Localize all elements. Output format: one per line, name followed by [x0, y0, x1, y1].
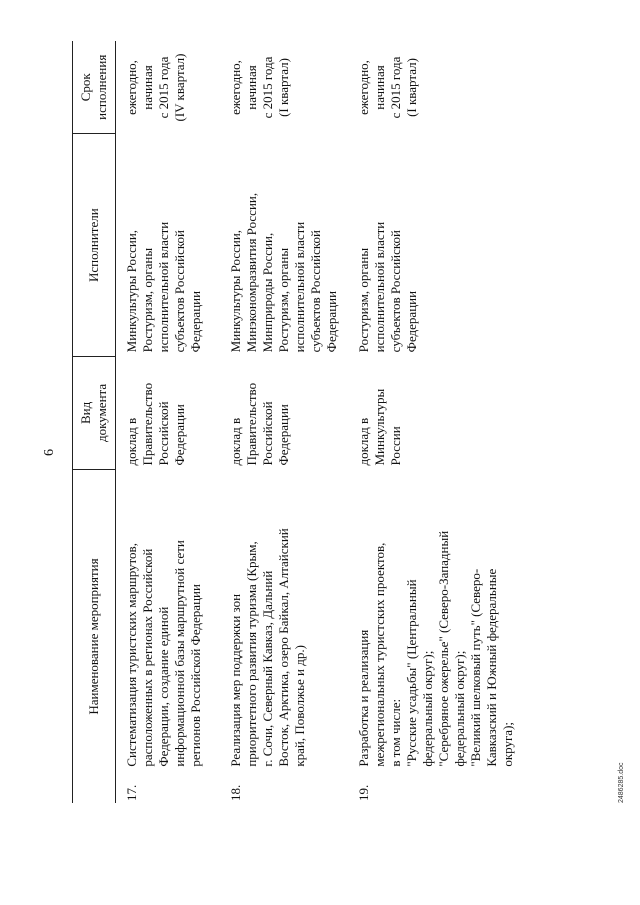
row-doc	[220, 356, 348, 469]
text-line: в том числе:	[388, 698, 403, 767]
text-line: субъектов Российской	[172, 230, 187, 353]
header-term	[73, 41, 116, 134]
row-number: 17.	[124, 784, 139, 801]
text-line: регионов Российской Федерации	[188, 584, 203, 767]
text-line: "Великий шелковый путь" (Северо-	[468, 568, 483, 767]
text-line: начиная	[244, 65, 259, 110]
row-term	[348, 41, 524, 134]
text-line: Федерации	[172, 404, 187, 466]
text-line: (I квартал)	[276, 58, 291, 117]
text-line: ежегодно,	[124, 60, 139, 115]
header-name	[73, 470, 116, 803]
row-number: 18.	[228, 784, 243, 801]
header-doc	[73, 356, 116, 469]
table-row	[348, 41, 524, 803]
table-row	[116, 41, 221, 803]
text-line: субъектов Российской	[388, 230, 403, 353]
action-plan-table	[72, 41, 524, 803]
text-line: Минприроды России,	[260, 232, 275, 353]
header-exec	[73, 134, 116, 356]
text-line: Правительство	[244, 382, 259, 466]
text-line: доклад в	[356, 417, 371, 466]
text-line: Российской	[156, 401, 171, 466]
text-line: с 2015 года	[156, 56, 171, 119]
text-line: край, Поволжье и др.)	[292, 645, 307, 767]
header-name-text: Наименование мероприятия	[86, 558, 101, 715]
text-line: с 2015 года	[388, 56, 403, 119]
text-line: "Русские усадьбы" (Центральный	[404, 579, 419, 767]
table-header-row	[73, 41, 116, 803]
text-line: Федерации	[324, 290, 339, 353]
text-line: исполнительной власти	[372, 221, 387, 353]
text-line: Российской	[260, 401, 275, 466]
row-name	[116, 470, 221, 771]
text-line: Ростуризм, органы	[140, 247, 155, 353]
text-line: Реализация мер поддержки зон	[228, 593, 243, 767]
text-line: с 2015 года	[260, 56, 275, 119]
text-line: Систематизация туристских маршрутов,	[124, 543, 139, 767]
row-number: 19.	[356, 784, 371, 801]
text-line: начиная	[372, 65, 387, 110]
header-exec-text: Исполнители	[86, 208, 101, 283]
text-line: ежегодно,	[228, 60, 243, 115]
text-line: доклад в	[228, 417, 243, 466]
text-line: расположенных в регионах Российской	[140, 548, 155, 767]
row-term	[116, 41, 221, 134]
header-doc-line: Вид	[78, 401, 93, 425]
text-line: Федерации, создание единой	[156, 606, 171, 767]
text-line: Ростуризм, органы	[356, 247, 371, 353]
text-line: Минкультуры России,	[124, 229, 139, 353]
row-name	[220, 470, 348, 771]
row-exec	[348, 134, 524, 356]
text-line: Федерации	[188, 290, 203, 353]
row-term	[220, 41, 348, 134]
row-doc	[116, 356, 221, 469]
text-line: информационной базы маршрутной сети	[172, 540, 187, 767]
row-exec	[116, 134, 221, 356]
text-line: федеральный округ);	[452, 650, 467, 767]
text-line: округа);	[500, 721, 515, 767]
text-line: Минэкономразвития России,	[244, 192, 259, 353]
header-doc-line: документа	[94, 383, 109, 442]
text-line: "Серебряное ожерелье" (Северо-Западный	[436, 530, 451, 767]
text-line: (I квартал)	[404, 58, 419, 117]
text-line: федеральный округ);	[420, 650, 435, 767]
text-line: Минкультуры России,	[228, 229, 243, 353]
text-line: Разработка и реализация	[356, 629, 371, 767]
text-line: Ростуризм, органы	[276, 247, 291, 353]
page-number: 6	[42, 449, 57, 456]
text-line: ежегодно,	[356, 60, 371, 115]
text-line: межрегиональных туристских проектов,	[372, 542, 387, 767]
text-line: приоритетного развития туризма (Крым,	[244, 541, 259, 767]
text-line: Правительство	[140, 382, 155, 466]
text-line: Восток, Арктика, озеро Байкал, Алтайский	[276, 528, 291, 767]
text-line: доклад в	[124, 417, 139, 466]
text-line: Федерации	[404, 290, 419, 353]
text-line: Федерации	[276, 404, 291, 466]
text-line: России	[388, 426, 403, 466]
text-line: г. Сочи, Северный Кавказ, Дальний	[260, 570, 275, 767]
text-line: исполнительной власти	[156, 221, 171, 353]
text-line: исполнительной власти	[292, 221, 307, 353]
row-doc	[348, 356, 524, 469]
text-line: начиная	[140, 65, 155, 110]
table-row	[220, 41, 348, 803]
row-name	[348, 470, 524, 771]
file-footer: 2486285.doc	[618, 762, 625, 803]
text-line: Минкультуры	[372, 388, 387, 466]
header-term-line: исполнения	[94, 54, 109, 120]
header-term-line: Срок	[78, 73, 93, 102]
row-exec	[220, 134, 348, 356]
text-line: Кавказский и Южный федеральные	[484, 568, 499, 767]
text-line: (IV квартал)	[172, 53, 187, 122]
text-line: субъектов Российской	[308, 230, 323, 353]
